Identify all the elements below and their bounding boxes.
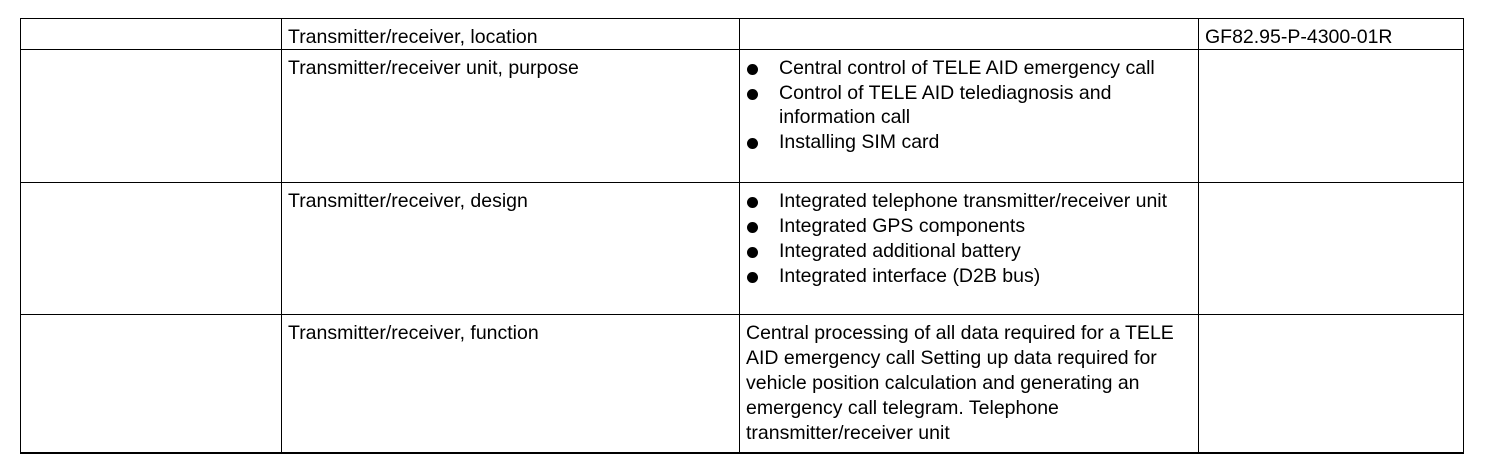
table-row [21, 183, 1464, 315]
list-item [746, 130, 1192, 154]
table-row [21, 315, 1464, 453]
bullet-icon [747, 272, 758, 283]
list-item [746, 81, 1192, 129]
row-label: Transmitter/receiver, design [282, 183, 740, 315]
description-cell [740, 183, 1199, 315]
row-label: Transmitter/receiver, function [282, 315, 740, 453]
list-item-text: Integrated interface (D2B bus) [779, 265, 1041, 287]
description-cell [740, 50, 1199, 183]
list-item [746, 56, 1192, 80]
document-table [20, 18, 1464, 454]
row-label: Transmitter/receiver, location [282, 19, 740, 50]
bullet-icon [747, 64, 758, 75]
bullet-icon [747, 247, 758, 258]
reference-cell [1199, 315, 1464, 453]
table-row [21, 50, 1464, 183]
reference-cell [1199, 50, 1464, 183]
bullet-icon [747, 89, 758, 100]
description-cell [740, 315, 1199, 453]
list-item-text: Installing SIM card [779, 131, 940, 153]
section-cell [21, 50, 282, 183]
list-item-text: Central control of TELE AID emergency call [779, 57, 1155, 79]
reference-link[interactable]: GF82.95-P-4300-01R [1199, 19, 1464, 50]
description-cell [740, 19, 1199, 50]
list-item-text: Integrated additional battery [779, 240, 1021, 262]
reference-cell [1199, 183, 1464, 315]
bullet-icon [747, 138, 758, 149]
description-text: Central processing of all data required for a TELE AID emergency call Setting up data required for vehicle position calculation and generating an emergency call telegram. Telephone transmitter/receiver unit [746, 322, 1174, 444]
table-row [21, 19, 1464, 50]
list-item [746, 264, 1192, 288]
bullet-icon [747, 222, 758, 233]
row-label: Transmitter/receiver unit, purpose [282, 50, 740, 183]
list-item-text: Integrated GPS components [779, 215, 1026, 237]
bullet-list [746, 56, 1192, 154]
list-item-text: Integrated telephone transmitter/receiver unit [779, 190, 1168, 212]
bullet-list [746, 189, 1192, 288]
list-item [746, 239, 1192, 263]
list-item [746, 214, 1192, 238]
section-cell [21, 315, 282, 453]
section-cell [21, 19, 282, 50]
bullet-icon [747, 197, 758, 208]
list-item [746, 189, 1192, 213]
list-item-text: Control of TELE AID telediagnosis and information call [779, 82, 1112, 128]
section-cell [21, 183, 282, 315]
